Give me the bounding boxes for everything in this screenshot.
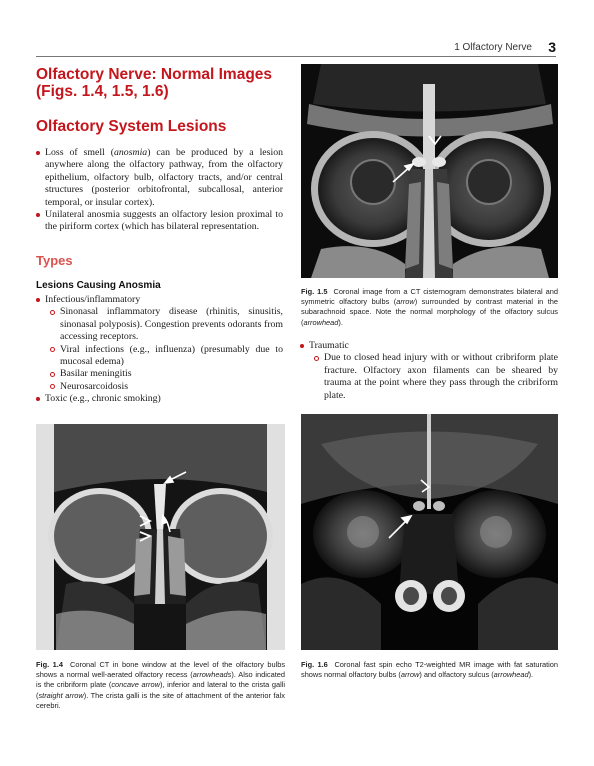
list-item: Traumatic (300, 340, 558, 352)
lesions-bullet-list (36, 147, 283, 234)
heading-lesions-causing-anosmia: Lesions Causing Anosmia (36, 280, 161, 291)
heading-normal-images: Olfactory Nerve: Normal Images (Figs. 1.4, 1.5, 1.6) (36, 66, 273, 100)
header-rule (36, 56, 556, 57)
figure-1-6-coronal-mr (301, 414, 558, 650)
list-item: Unilateral anosmia suggests an olfactory lesion proximal to the piriform cortex (which has bilateral representation. (36, 209, 283, 234)
list-subitem: Due to closed head injury with or without cribriform plate fracture. Olfactory axon filaments can be sheared by trauma at the point where they pass through the cribriform plate. (300, 352, 558, 402)
caption-fig-1-6: Fig. 1.6 Coronal fast spin echo T2-weighted MR image with fat saturation shows normal olfactory bulbs (arrow) and olfactory sulcus (arrowhead). (301, 660, 558, 680)
heading-types: Types (36, 253, 73, 268)
list-subitem: Viral infections (e.g., influenza) (presumably due to mucosal edema) (36, 344, 283, 369)
caption-fig-1-4: Fig. 1.4 Coronal CT in bone window at the level of the olfactory bulbs shows a normal well-aerated olfactory recess (arrowheads). Also indicated is the cribriform plate (concave arrow), inferior and lateral to the crista galli (straight arrow). The crista galli is the site of attachment of the anterior falx cerebri. (36, 660, 286, 710)
list-subitem: Sinonasal inflammatory disease (rhinitis, sinusitis, sinonasal polyposis). Congestion prevents odorants from accessing receptors. (36, 306, 283, 343)
list-item: Infectious/inflammatory (36, 294, 283, 306)
list-subitem: Basilar meningitis (36, 368, 283, 380)
list-subitem: Neurosarcoidosis (36, 381, 283, 393)
traumatic-list (300, 340, 558, 402)
heading-olfactory-lesions: Olfactory System Lesions (36, 118, 227, 135)
figure-1-4-coronal-ct (36, 424, 285, 650)
caption-fig-1-5: Fig. 1.5 Coronal image from a CT cisternogram demonstrates bilateral and symmetric olfactory bulbs (arrow) surrounded by contrast material in the subarachnoid space. Note the normal morphology of the olfactory sulcus (arrowhead). (301, 287, 558, 327)
anosmia-causes-list (36, 294, 283, 406)
running-header-chapter: 1 Olfactory Nerve (454, 42, 532, 53)
figure-1-5-ct-cisternogram (301, 64, 558, 278)
list-item: Loss of smell (anosmia) can be produced by a lesion anywhere along the olfactory pathway, from the olfactory epithelium, olfactory bulb, olfactory tracts, and/or central structures (posterior orbitofrontal, subcallosal, anterior temporal, or insular cortex). (36, 147, 283, 209)
page-number: 3 (548, 39, 556, 55)
list-item: Toxic (e.g., chronic smoking) (36, 393, 283, 405)
